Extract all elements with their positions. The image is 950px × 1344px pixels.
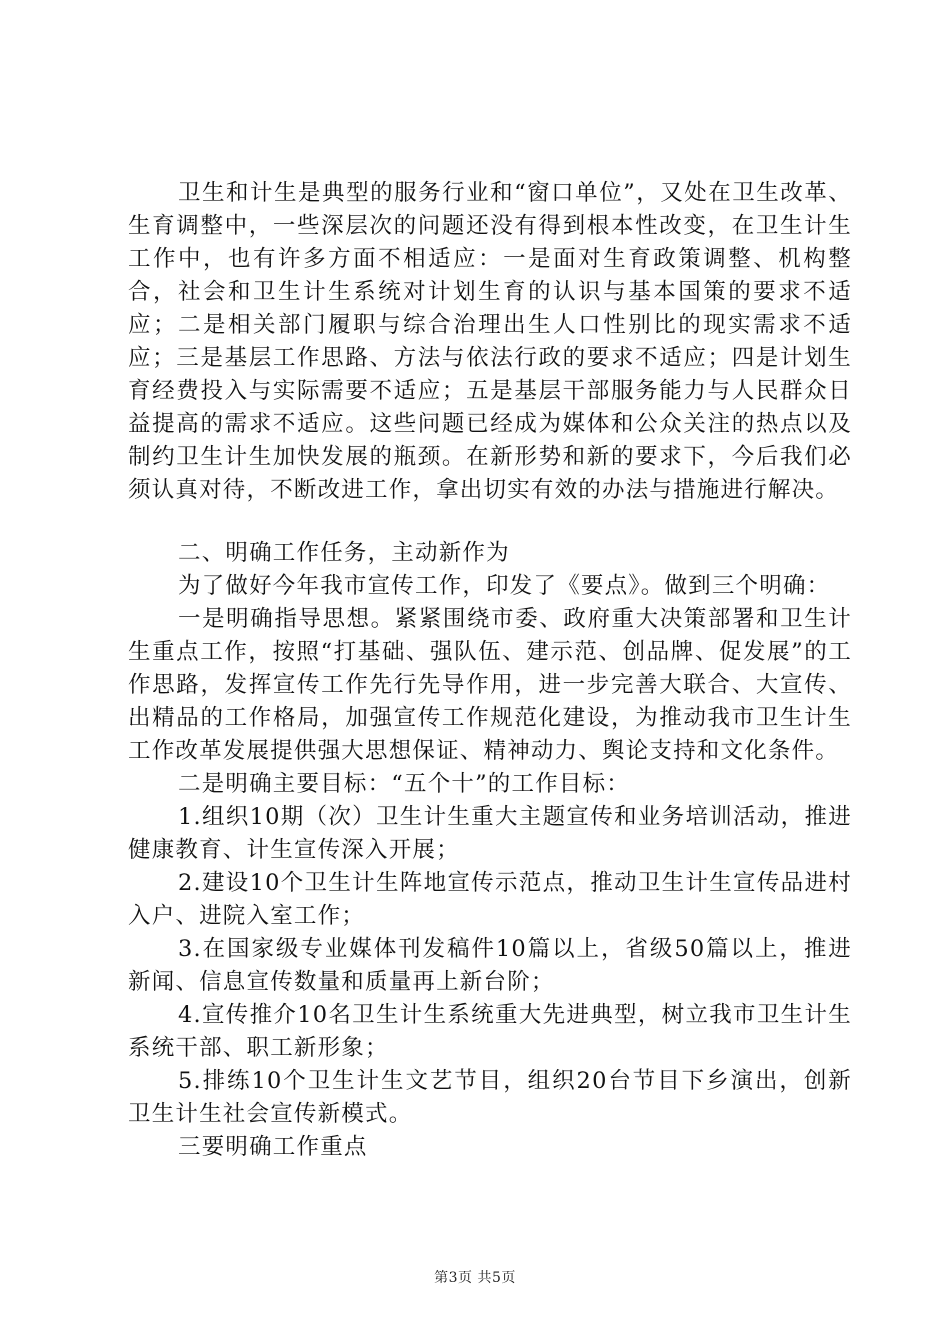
point-main-goals: 二是明确主要目标：“五个十”的工作目标：	[178, 771, 631, 797]
point-work-focus: 三要明确工作重点	[178, 1134, 368, 1160]
goal-item-2: 2.建设10个卫生计生阵地宣传示范点，推动卫生计生宣传品进村入户、进院入室工作；	[128, 870, 852, 929]
section-heading: 二、明确工作任务，主动新作为	[178, 540, 510, 566]
goal-item-5: 5.排练10个卫生计生文艺节目，组织20台节目下乡演出，创新卫生计生社会宣传新模式。	[128, 1068, 852, 1127]
goal-item-3: 3.在国家级专业媒体刊发稿件10篇以上，省级50篇以上，推进新闻、信息宣传数量和质量再上新台阶；	[128, 936, 852, 995]
goal-item-1: 1.组织10期（次）卫生计生重大主题宣传和业务培训活动，推进健康教育、计生宣传深入开展；	[128, 804, 852, 863]
paragraph-problems: 卫生和计生是典型的服务行业和“窗口单位”，又处在卫生改革、生育调整中，一些深层次的问题还没有得到根本性改变，在卫生计生工作中，也有许多方面不相适应：一是面对生育政策调整、机构整合，社会和卫生计生系统对计划生育的认识与基本国策的要求不适应；二是相关部门履职与综合治理出生人口性别比的现实需求不适应；三是基层工作思路、方法与依法行政的要求不适应；四是计划生育经费投入与实际需要不适应；五是基层干部服务能力与人民群众日益提高的需求不适应。这些问题已经成为媒体和公众关注的热点以及制约卫生计生加快发展的瓶颈。在新形势和新的要求下，今后我们必须认真对待，不断改进工作，拿出切实有效的办法与措施进行解决。	[128, 180, 852, 503]
point-guiding-thought: 一是明确指导思想。紧紧围绕市委、政府重大决策部署和卫生计生重点工作，按照“打基础、强队伍、建示范、创品牌、促发展”的工作思路，发挥宣传工作先行先导作用，进一步完善大联合、大宣传、出精品的工作格局，加强宣传工作规范化建设，为推动我市卫生计生工作改革发展提供强大思想保证、精神动力、舆论支持和文化条件。	[128, 606, 852, 764]
section-two	[128, 537, 852, 1164]
intro-paragraph: 为了做好今年我市宣传工作，印发了《要点》。做到三个明确：	[178, 573, 831, 599]
page-number: 第3页 共5页	[434, 1270, 516, 1286]
goal-item-4: 4.宣传推介10名卫生计生系统重大先进典型，树立我市卫生计生系统干部、职工新形象；	[128, 1002, 852, 1061]
